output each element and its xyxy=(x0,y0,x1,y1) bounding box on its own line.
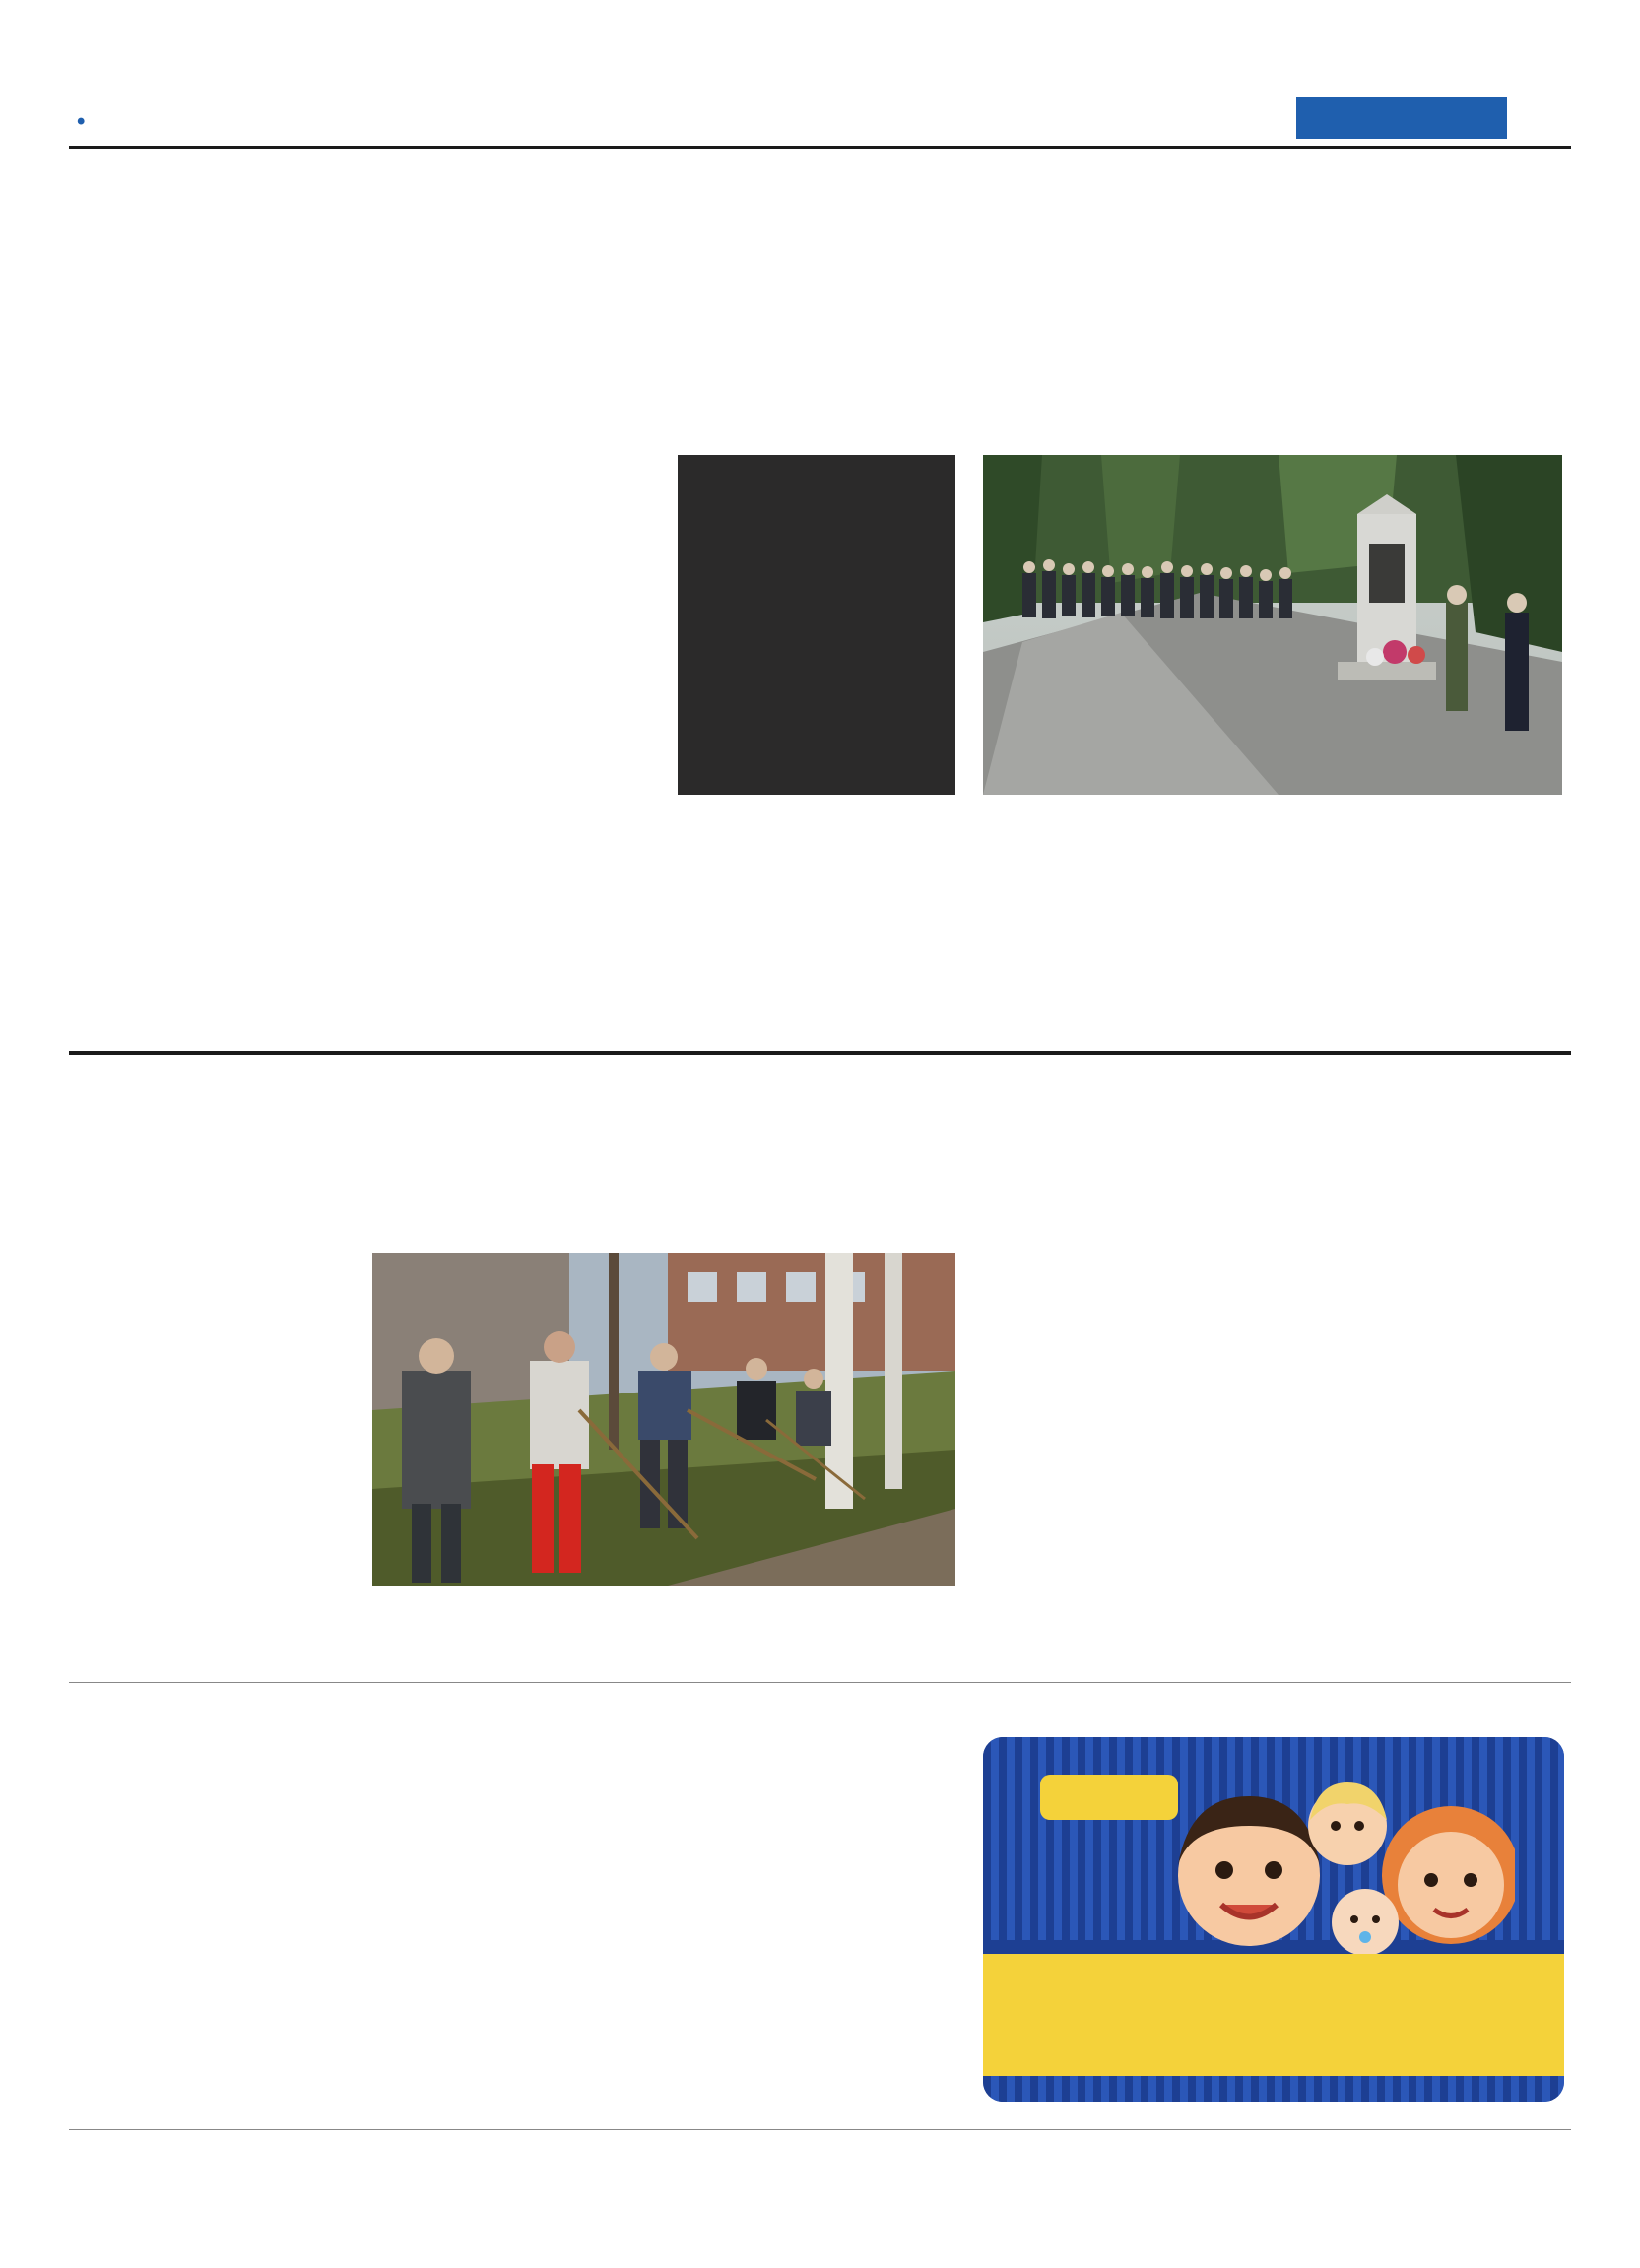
family-pass-card xyxy=(983,1737,1564,2102)
memorial-ceremony-photo xyxy=(983,455,1562,795)
card-bottom-band xyxy=(983,2076,1564,2102)
page-bottom-rule xyxy=(69,2129,1571,2130)
family-net-badge xyxy=(1040,1775,1178,1820)
ceremony-illustration xyxy=(983,455,1562,795)
separator-dot: • xyxy=(77,108,86,135)
family-faces-illustration xyxy=(1160,1757,1515,1964)
header-rule xyxy=(69,146,1571,149)
cleanup-illustration xyxy=(372,1253,955,1586)
article2-bottom-rule xyxy=(69,1682,1571,1683)
card-yellow-band xyxy=(983,1954,1564,2076)
memorial-plaque-photo xyxy=(678,455,955,795)
article1-bottom-rule xyxy=(69,1051,1571,1055)
masthead xyxy=(69,108,93,136)
plaque-inscription xyxy=(678,455,955,473)
section-label xyxy=(1296,97,1507,139)
volunteers-cleanup-photo xyxy=(372,1253,955,1586)
